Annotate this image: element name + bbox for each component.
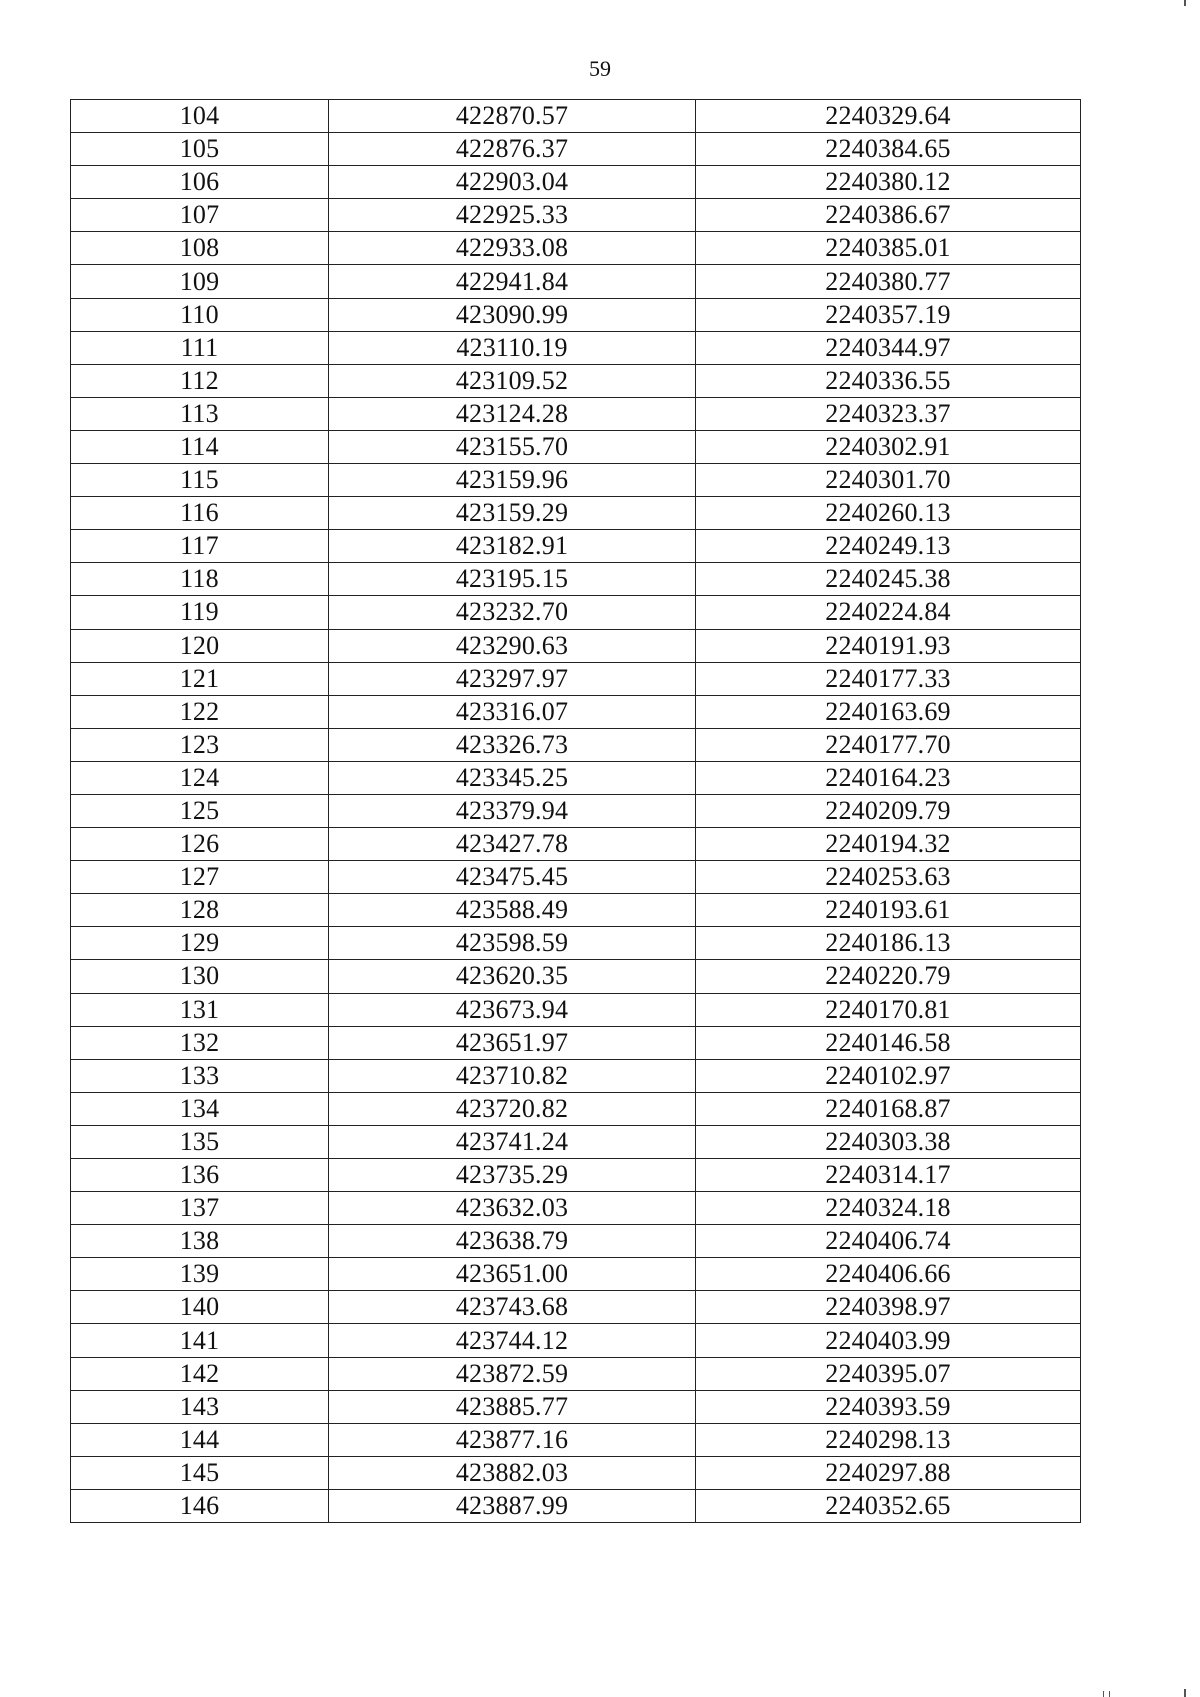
table-row bbox=[71, 1258, 1081, 1291]
page-number: 59 bbox=[589, 56, 611, 81]
x-coordinate-cell: 423090.99 bbox=[329, 298, 696, 331]
y-coordinate-cell: 2240297.88 bbox=[696, 1456, 1081, 1489]
point-number-cell: 144 bbox=[71, 1423, 329, 1456]
point-number-cell: 127 bbox=[71, 861, 329, 894]
table-row bbox=[71, 1092, 1081, 1125]
x-coordinate-cell: 423316.07 bbox=[329, 695, 696, 728]
table-row bbox=[71, 761, 1081, 794]
y-coordinate-cell: 2240302.91 bbox=[696, 430, 1081, 463]
x-coordinate-cell: 423885.77 bbox=[329, 1390, 696, 1423]
point-number-cell: 111 bbox=[71, 331, 329, 364]
x-coordinate-cell: 423326.73 bbox=[329, 728, 696, 761]
point-number-cell: 104 bbox=[71, 100, 329, 133]
table-row bbox=[71, 1026, 1081, 1059]
table-row bbox=[71, 530, 1081, 563]
table-row bbox=[71, 497, 1081, 530]
point-number-cell: 143 bbox=[71, 1390, 329, 1423]
scan-mark bbox=[1109, 1691, 1110, 1697]
x-coordinate-cell: 423720.82 bbox=[329, 1092, 696, 1125]
table-row bbox=[71, 1192, 1081, 1225]
x-coordinate-cell: 423159.29 bbox=[329, 497, 696, 530]
x-coordinate-cell: 422870.57 bbox=[329, 100, 696, 133]
table-row bbox=[71, 133, 1081, 166]
table-row bbox=[71, 828, 1081, 861]
y-coordinate-cell: 2240301.70 bbox=[696, 464, 1081, 497]
table-row bbox=[71, 662, 1081, 695]
y-coordinate-cell: 2240163.69 bbox=[696, 695, 1081, 728]
point-number-cell: 107 bbox=[71, 199, 329, 232]
y-coordinate-cell: 2240385.01 bbox=[696, 232, 1081, 265]
y-coordinate-cell: 2240194.32 bbox=[696, 828, 1081, 861]
y-coordinate-cell: 2240220.79 bbox=[696, 960, 1081, 993]
x-coordinate-cell: 423475.45 bbox=[329, 861, 696, 894]
x-coordinate-cell: 423109.52 bbox=[329, 364, 696, 397]
point-number-cell: 105 bbox=[71, 133, 329, 166]
x-coordinate-cell: 423598.59 bbox=[329, 927, 696, 960]
point-number-cell: 139 bbox=[71, 1258, 329, 1291]
y-coordinate-cell: 2240146.58 bbox=[696, 1026, 1081, 1059]
y-coordinate-cell: 2240336.55 bbox=[696, 364, 1081, 397]
point-number-cell: 112 bbox=[71, 364, 329, 397]
y-coordinate-cell: 2240384.65 bbox=[696, 133, 1081, 166]
y-coordinate-cell: 2240329.64 bbox=[696, 100, 1081, 133]
point-number-cell: 126 bbox=[71, 828, 329, 861]
point-number-cell: 121 bbox=[71, 662, 329, 695]
x-coordinate-cell: 423651.00 bbox=[329, 1258, 696, 1291]
point-number-cell: 131 bbox=[71, 993, 329, 1026]
y-coordinate-cell: 2240186.13 bbox=[696, 927, 1081, 960]
y-coordinate-cell: 2240314.17 bbox=[696, 1159, 1081, 1192]
y-coordinate-cell: 2240357.19 bbox=[696, 298, 1081, 331]
point-number-cell: 129 bbox=[71, 927, 329, 960]
scan-mark bbox=[1184, 0, 1186, 6]
table-row bbox=[71, 1423, 1081, 1456]
point-number-cell: 141 bbox=[71, 1324, 329, 1357]
y-coordinate-cell: 2240298.13 bbox=[696, 1423, 1081, 1456]
x-coordinate-cell: 423620.35 bbox=[329, 960, 696, 993]
x-coordinate-cell: 422903.04 bbox=[329, 166, 696, 199]
x-coordinate-cell: 423632.03 bbox=[329, 1192, 696, 1225]
table-row bbox=[71, 960, 1081, 993]
point-number-cell: 110 bbox=[71, 298, 329, 331]
table-row bbox=[71, 629, 1081, 662]
table-row bbox=[71, 464, 1081, 497]
point-number-cell: 138 bbox=[71, 1225, 329, 1258]
point-number-cell: 140 bbox=[71, 1291, 329, 1324]
table-row bbox=[71, 1456, 1081, 1489]
y-coordinate-cell: 2240164.23 bbox=[696, 761, 1081, 794]
y-coordinate-cell: 2240352.65 bbox=[696, 1489, 1081, 1522]
table-row bbox=[71, 1125, 1081, 1158]
x-coordinate-cell: 423743.68 bbox=[329, 1291, 696, 1324]
scan-mark bbox=[1103, 1691, 1104, 1697]
table-row bbox=[71, 331, 1081, 364]
y-coordinate-cell: 2240386.67 bbox=[696, 199, 1081, 232]
point-number-cell: 135 bbox=[71, 1125, 329, 1158]
y-coordinate-cell: 2240303.38 bbox=[696, 1125, 1081, 1158]
y-coordinate-cell: 2240380.12 bbox=[696, 166, 1081, 199]
x-coordinate-cell: 423110.19 bbox=[329, 331, 696, 364]
table-row bbox=[71, 265, 1081, 298]
x-coordinate-cell: 423877.16 bbox=[329, 1423, 696, 1456]
point-number-cell: 130 bbox=[71, 960, 329, 993]
table-row bbox=[71, 1291, 1081, 1324]
table-row bbox=[71, 1489, 1081, 1522]
x-coordinate-cell: 423710.82 bbox=[329, 1059, 696, 1092]
table-row bbox=[71, 794, 1081, 827]
y-coordinate-cell: 2240170.81 bbox=[696, 993, 1081, 1026]
x-coordinate-cell: 422933.08 bbox=[329, 232, 696, 265]
x-coordinate-cell: 423195.15 bbox=[329, 563, 696, 596]
x-coordinate-cell: 423345.25 bbox=[329, 761, 696, 794]
table-row bbox=[71, 927, 1081, 960]
table-row bbox=[71, 232, 1081, 265]
table-row bbox=[71, 364, 1081, 397]
point-number-cell: 142 bbox=[71, 1357, 329, 1390]
y-coordinate-cell: 2240249.13 bbox=[696, 530, 1081, 563]
x-coordinate-cell: 423379.94 bbox=[329, 794, 696, 827]
table-row bbox=[71, 298, 1081, 331]
point-number-cell: 133 bbox=[71, 1059, 329, 1092]
table-row bbox=[71, 166, 1081, 199]
table-row bbox=[71, 100, 1081, 133]
table-row bbox=[71, 1357, 1081, 1390]
y-coordinate-cell: 2240224.84 bbox=[696, 596, 1081, 629]
table-row bbox=[71, 1159, 1081, 1192]
x-coordinate-cell: 423872.59 bbox=[329, 1357, 696, 1390]
point-number-cell: 136 bbox=[71, 1159, 329, 1192]
x-coordinate-cell: 423882.03 bbox=[329, 1456, 696, 1489]
x-coordinate-cell: 423651.97 bbox=[329, 1026, 696, 1059]
point-number-cell: 123 bbox=[71, 728, 329, 761]
point-number-cell: 137 bbox=[71, 1192, 329, 1225]
point-number-cell: 106 bbox=[71, 166, 329, 199]
point-number-cell: 134 bbox=[71, 1092, 329, 1125]
point-number-cell: 124 bbox=[71, 761, 329, 794]
table-row bbox=[71, 861, 1081, 894]
x-coordinate-cell: 423124.28 bbox=[329, 397, 696, 430]
y-coordinate-cell: 2240191.93 bbox=[696, 629, 1081, 662]
table-row bbox=[71, 894, 1081, 927]
y-coordinate-cell: 2240260.13 bbox=[696, 497, 1081, 530]
x-coordinate-cell: 423744.12 bbox=[329, 1324, 696, 1357]
x-coordinate-cell: 423182.91 bbox=[329, 530, 696, 563]
x-coordinate-cell: 423427.78 bbox=[329, 828, 696, 861]
y-coordinate-cell: 2240209.79 bbox=[696, 794, 1081, 827]
x-coordinate-cell: 423232.70 bbox=[329, 596, 696, 629]
point-number-cell: 145 bbox=[71, 1456, 329, 1489]
table-row bbox=[71, 563, 1081, 596]
x-coordinate-cell: 423887.99 bbox=[329, 1489, 696, 1522]
x-coordinate-cell: 423741.24 bbox=[329, 1125, 696, 1158]
point-number-cell: 125 bbox=[71, 794, 329, 827]
coordinate-table bbox=[70, 99, 1081, 1523]
y-coordinate-cell: 2240395.07 bbox=[696, 1357, 1081, 1390]
x-coordinate-cell: 422941.84 bbox=[329, 265, 696, 298]
y-coordinate-cell: 2240168.87 bbox=[696, 1092, 1081, 1125]
scan-mark bbox=[1184, 1689, 1186, 1697]
point-number-cell: 114 bbox=[71, 430, 329, 463]
y-coordinate-cell: 2240393.59 bbox=[696, 1390, 1081, 1423]
point-number-cell: 113 bbox=[71, 397, 329, 430]
y-coordinate-cell: 2240344.97 bbox=[696, 331, 1081, 364]
table-row bbox=[71, 596, 1081, 629]
x-coordinate-cell: 423735.29 bbox=[329, 1159, 696, 1192]
y-coordinate-cell: 2240245.38 bbox=[696, 563, 1081, 596]
point-number-cell: 108 bbox=[71, 232, 329, 265]
y-coordinate-cell: 2240380.77 bbox=[696, 265, 1081, 298]
table-row bbox=[71, 397, 1081, 430]
y-coordinate-cell: 2240177.33 bbox=[696, 662, 1081, 695]
x-coordinate-cell: 422876.37 bbox=[329, 133, 696, 166]
point-number-cell: 132 bbox=[71, 1026, 329, 1059]
point-number-cell: 117 bbox=[71, 530, 329, 563]
y-coordinate-cell: 2240193.61 bbox=[696, 894, 1081, 927]
point-number-cell: 109 bbox=[71, 265, 329, 298]
x-coordinate-cell: 423155.70 bbox=[329, 430, 696, 463]
point-number-cell: 115 bbox=[71, 464, 329, 497]
table-row bbox=[71, 728, 1081, 761]
point-number-cell: 122 bbox=[71, 695, 329, 728]
y-coordinate-cell: 2240323.37 bbox=[696, 397, 1081, 430]
y-coordinate-cell: 2240398.97 bbox=[696, 1291, 1081, 1324]
point-number-cell: 116 bbox=[71, 497, 329, 530]
table-row bbox=[71, 1059, 1081, 1092]
x-coordinate-cell: 422925.33 bbox=[329, 199, 696, 232]
table-row bbox=[71, 430, 1081, 463]
x-coordinate-cell: 423588.49 bbox=[329, 894, 696, 927]
y-coordinate-cell: 2240406.66 bbox=[696, 1258, 1081, 1291]
table-row bbox=[71, 1324, 1081, 1357]
point-number-cell: 120 bbox=[71, 629, 329, 662]
x-coordinate-cell: 423638.79 bbox=[329, 1225, 696, 1258]
point-number-cell: 146 bbox=[71, 1489, 329, 1522]
table-row bbox=[71, 993, 1081, 1026]
y-coordinate-cell: 2240253.63 bbox=[696, 861, 1081, 894]
y-coordinate-cell: 2240324.18 bbox=[696, 1192, 1081, 1225]
y-coordinate-cell: 2240177.70 bbox=[696, 728, 1081, 761]
table-row bbox=[71, 1390, 1081, 1423]
x-coordinate-cell: 423673.94 bbox=[329, 993, 696, 1026]
y-coordinate-cell: 2240102.97 bbox=[696, 1059, 1081, 1092]
x-coordinate-cell: 423297.97 bbox=[329, 662, 696, 695]
point-number-cell: 119 bbox=[71, 596, 329, 629]
table-row bbox=[71, 1225, 1081, 1258]
coordinate-table-body bbox=[71, 100, 1081, 1523]
table-row bbox=[71, 199, 1081, 232]
point-number-cell: 118 bbox=[71, 563, 329, 596]
table-row bbox=[71, 695, 1081, 728]
y-coordinate-cell: 2240406.74 bbox=[696, 1225, 1081, 1258]
y-coordinate-cell: 2240403.99 bbox=[696, 1324, 1081, 1357]
x-coordinate-cell: 423159.96 bbox=[329, 464, 696, 497]
point-number-cell: 128 bbox=[71, 894, 329, 927]
x-coordinate-cell: 423290.63 bbox=[329, 629, 696, 662]
